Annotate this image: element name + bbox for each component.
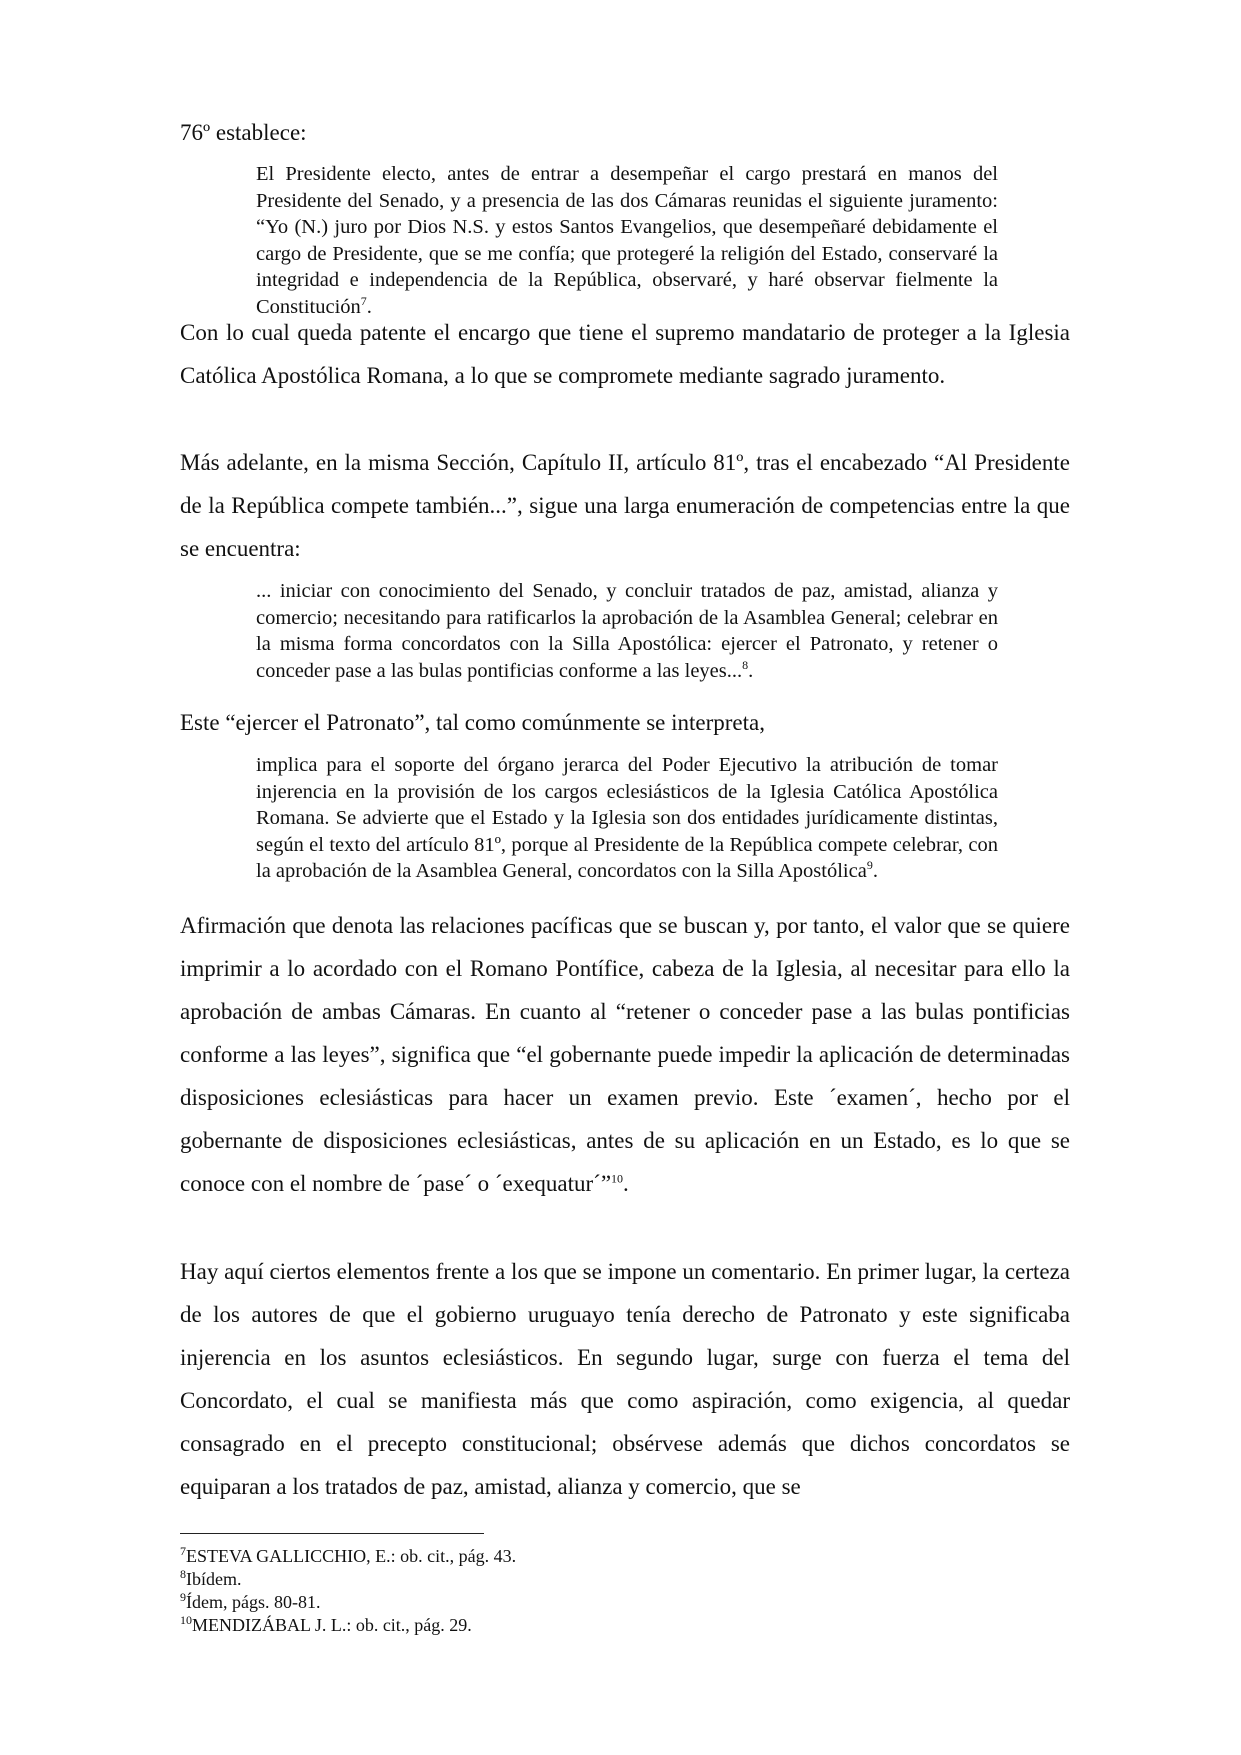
paragraph-intro: 76º establece: — [180, 120, 307, 145]
footnote-separator — [180, 1533, 484, 1534]
quote-text: El Presidente electo, antes de entrar a desempeñar el cargo prestará en manos del Presidente del Senado, y a presencia de las dos Cámaras reunidas el siguiente juramento: “Yo (N.) juro por Dios N.S. y estos Santos Evangelios, que desempeñaré debidamente el cargo de Presidente, que se me confía; que protegeré la religión del Estado, conservaré la integridad e independencia de la República, observaré, y haré observar fielmente la Constitución — [256, 163, 998, 318]
paragraph-1: Con lo cual queda patente el encargo que tiene el supremo mandatario de proteger a la Iglesia Católica Apostólica Romana, a lo que se compromete mediante sagrado juramento. — [180, 320, 1070, 388]
footnote: $^8$Ibídem. — [180, 1567, 242, 1589]
paragraph-4: Afirmación que denota las relaciones pacíficas que se buscan y, por tanto, el valor que se quiere imprimir a lo acordado con el Romano Pontífice, cabeza de la Iglesia, al necesitar para ello la aprobación de ambas Cámaras. En cuanto al “retener o conceder pase a las bulas pontificias conforme a las leyes”, significa que “el gobernante puede impedir la aplicación de determinadas disposiciones eclesiásticas para hacer un examen previo. Este ´examen´, hecho por el gobernante de disposiciones eclesiásticas, antes de su aplicación en un Estado, es lo que se conoce con el nombre de ´pase´ o ´exequatur´”$^{10}$. — [180, 913, 1070, 1196]
block-quote-patronato: implica para el soporte del órgano jerarca del Poder Ejecutivo la atribución de tomar injerencia en la provisión de los cargos eclesiásticos de la Iglesia Católica Apostólica Romana. Se advierte que el Estado y la Iglesia son dos entidades jurídicamente distintas, según el texto del artículo 81º, porque al Presidente de la República compete celebrar, con la aprobación de la Asamblea General, concordatos con la Silla Apostólica$^9$. — [256, 754, 998, 882]
footnote-ref: 8 — [742, 657, 749, 672]
footnote: $^{10}$MENDIZÁBAL J. L.: ob. cit., pág. 29. — [180, 1613, 472, 1635]
footnotes — [180, 1545, 880, 1637]
footnote: $^9$Ídem, págs. 80-81. — [180, 1590, 321, 1612]
block-quote-competencias: ... iniciar con conocimiento del Senado, y concluir tratados de paz, amistad, alianza y comercio; necesitando para ratificarlos la aprobación de la Asamblea General; celebrar en la misma forma concordatos con la Silla Apostólica: ejercer el Patronato, y retener o conceder pase a las bulas pontificias conforme a las leyes...$^8$. — [256, 580, 998, 682]
footnote: $^7$ESTEVA GALLICCHIO, E.: ob. cit., pág. 43. — [180, 1544, 517, 1566]
paragraph-3: Este “ejercer el Patronato”, tal como comúnmente se interpreta, — [180, 710, 765, 735]
footnote-ref: 10 — [611, 1171, 624, 1186]
footnote-ref: 7 — [360, 293, 367, 308]
block-quote-oath: El Presidente electo, antes de entrar a desempeñar el cargo prestará en manos del Presidente del Senado, y a presencia de las dos Cámaras reunidas el siguiente juramento: “Yo (N.) juro por Dios N.S. y estos Santos Evangelios, que desempeñaré debidamente el cargo de Presidente, que se me confía; que protegeré la religión del Estado, conservaré la integridad e independencia de la República, observaré, y haré observar fielmente la Constitución$^7$. — [256, 163, 998, 318]
paragraph-2: Más adelante, en la misma Sección, Capítulo II, artículo 81º, tras el encabezado “Al Presidente de la República compete también...”, sigue una larga enumeración de competencias entre la que se encuentra: — [180, 450, 1070, 561]
quote-text: implica para el soporte del órgano jerarca del Poder Ejecutivo la atribución de tomar injerencia en la provisión de los cargos eclesiásticos de la Iglesia Católica Apostólica Romana. Se advierte que el Estado y la Iglesia son dos entidades jurídicamente distintas, según el texto del artículo 81º, porque al Presidente de la República compete celebrar, con la aprobación de la Asamblea General, concordatos con la Silla Apostólica — [256, 754, 998, 882]
quote-text: ... iniciar con conocimiento del Senado, y concluir tratados de paz, amistad, alianza y comercio; necesitando para ratificarlos la aprobación de la Asamblea General; celebrar en la misma forma concordatos con la Silla Apostólica: ejercer el Patronato, y retener o conceder pase a las bulas pontificias conforme a las leyes... — [256, 580, 998, 682]
paragraph-5: Hay aquí ciertos elementos frente a los que se impone un comentario. En primer lugar, la certeza de los autores de que el gobierno uruguayo tenía derecho de Patronato y este significaba injerencia en los asuntos eclesiásticos. En segundo lugar, surge con fuerza el tema del Concordato, el cual se manifiesta más que como aspiración, como exigencia, al quedar consagrado en el precepto constitucional; obsérvese además que dichos concordatos se equiparan a los tratados de paz, amistad, alianza y comercio, que se — [180, 1259, 1070, 1499]
paragraph-text: Afirmación que denota las relaciones pacíficas que se buscan y, por tanto, el valor que se quiere imprimir a lo acordado con el Romano Pontífice, cabeza de la Iglesia, al necesitar para ello la aprobación de ambas Cámaras. En cuanto al “retener o conceder pase a las bulas pontificias conforme a las leyes”, significa que “el gobernante puede impedir la aplicación de determinadas disposiciones eclesiásticas para hacer un examen previo. Este ´examen´, hecho por el gobernante de disposiciones eclesiásticas, antes de su aplicación en un Estado, es lo que se conoce con el nombre de ´pase´ o ´exequatur´” — [180, 913, 1070, 1196]
footnote-ref: 9 — [866, 858, 873, 873]
